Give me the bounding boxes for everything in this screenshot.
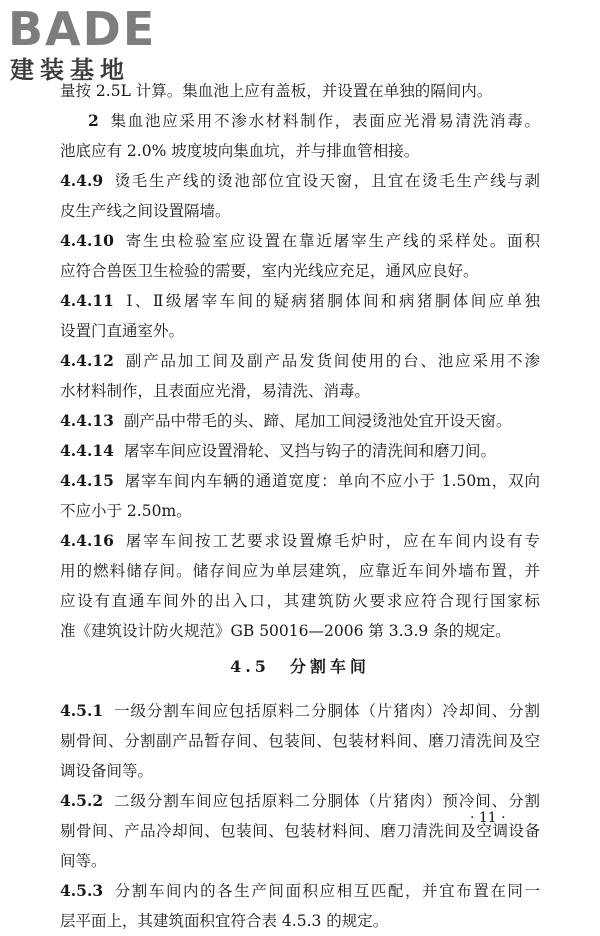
clause — [60, 166, 540, 226]
clause-number: 4.4.13 — [60, 411, 114, 430]
clause-number: 4.4.9 — [60, 171, 104, 190]
clause-number: 4.4.12 — [60, 351, 114, 370]
clause-line — [60, 346, 540, 376]
clause-line — [60, 616, 540, 646]
clause-text: 屠宰车间按工艺要求设置燎毛炉时，应在车间内设有专 — [123, 532, 540, 550]
clause-text: 寄生虫检验室应设置在靠近屠宰生产线的采样处。面积 — [123, 232, 540, 250]
clause-number: 4.4.10 — [60, 231, 114, 250]
clause-line — [60, 726, 540, 756]
clause-line — [60, 786, 540, 816]
clause-line — [60, 136, 540, 166]
clause-number: 4.4.16 — [60, 531, 114, 550]
clause-line — [60, 76, 540, 106]
clause-text: 应符合兽医卫生检验的需要，室内光线应充足，通风应良好。 — [60, 262, 479, 280]
clause-text: 剔骨间、产品冷却间、包装间、包装材料间、磨刀清洗间及空调设备 — [60, 822, 540, 840]
clause-number: 4.4.11 — [60, 291, 114, 310]
clause — [60, 786, 540, 876]
clause-line — [60, 696, 540, 726]
document-body — [60, 76, 540, 936]
clause-line — [60, 756, 540, 786]
clause-line — [60, 526, 540, 556]
clause-line — [60, 556, 540, 586]
clause — [60, 406, 540, 436]
logo-chinese-name: 建装基地 — [10, 56, 130, 84]
clause-line — [60, 846, 540, 876]
clause-text: 分割车间内的各生产间面积应相互匹配，并宜布置在同一 — [113, 882, 540, 900]
clause — [60, 696, 540, 786]
section-title: 4.5 分割车间 — [230, 657, 370, 676]
clause-text: 剔骨间、分割副产品暂存间、包装间、包装材料间、磨刀清洗间及空 — [60, 732, 540, 750]
clause-text: 间等。 — [60, 852, 107, 870]
clause-number: 2 — [88, 111, 99, 130]
clause-line — [60, 106, 540, 136]
clause-text: 不应小于 2.50m。 — [60, 502, 192, 520]
clause-text: 设置门直通室外。 — [60, 322, 185, 340]
clause-text: 副产品加工间及副产品发货间使用的台、池应采用不渗 — [123, 352, 540, 370]
clause — [60, 876, 540, 936]
clause-text: 集血池应采用不渗水材料制作，表面应光滑易清洗消毒。 — [108, 112, 540, 130]
clause-number: 4.4.15 — [60, 471, 114, 490]
clause-text: 用的燃料储存间。储存间应为单层建筑，应靠近车间外墙布置，并 — [60, 562, 540, 580]
clause — [60, 466, 540, 526]
clause-line — [60, 586, 540, 616]
clause-line — [60, 226, 540, 256]
clause — [60, 436, 540, 466]
clause — [60, 526, 540, 646]
clauses-section-4-4 — [60, 76, 540, 646]
clause-line — [60, 496, 540, 526]
clause-line — [60, 166, 540, 196]
logo-wordmark: BADE — [8, 2, 157, 56]
clause-text: 二级分割车间应包括原料二分胴体（片猪肉）预冷间、分割 — [113, 792, 540, 810]
clause-text: 副产品中带毛的头、蹄、尾加工间浸烫池处宜开设天窗。 — [123, 412, 512, 430]
clause-line — [60, 316, 540, 346]
clause-number: 4.5.2 — [60, 791, 104, 810]
clause — [60, 226, 540, 286]
clause-text: 一级分割车间应包括原料二分胴体（片猪肉）冷却间、分割 — [113, 702, 540, 720]
logo — [8, 4, 178, 84]
clause-number: 4.5.1 — [60, 701, 104, 720]
clause-line — [60, 256, 540, 286]
clause-text: 烫毛生产线的烫池部位宜设天窗，且宜在烫毛生产线与剥 — [113, 172, 540, 190]
clause-line — [60, 876, 540, 906]
clause-line — [60, 906, 540, 936]
clause-text: 皮生产线之间设置隔墙。 — [60, 202, 231, 220]
clause-line — [60, 286, 540, 316]
clause-line — [60, 816, 540, 846]
clause-text: 池底应有 2.0% 坡度坡向集血坑，并与排血管相接。 — [60, 142, 420, 160]
clause-text: 层平面上，其建筑面积宜符合表 4.5.3 的规定。 — [60, 912, 389, 930]
clause-number: 4.5.3 — [60, 881, 104, 900]
clause-line — [60, 466, 540, 496]
clause-number: 4.4.14 — [60, 441, 114, 460]
clause-line — [60, 196, 540, 226]
clause-line — [60, 436, 540, 466]
clause-text: 准《建筑设计防火规范》GB 50016—2006 第 3.3.9 条的规定。 — [60, 622, 511, 640]
clause — [60, 346, 540, 406]
clause-text: 调设备间等。 — [60, 762, 154, 780]
clause-text: Ⅰ、Ⅱ级屠宰车间的疑病猪胴体间和病猪胴体间应单独 — [123, 292, 540, 310]
clause-text: 屠宰车间内车辆的通道宽度：单向不应小于 1.50m，双向 — [123, 472, 540, 490]
page-number: · 11 · — [470, 810, 506, 826]
clause — [60, 286, 540, 346]
clause-line — [60, 406, 540, 436]
clause-line — [60, 376, 540, 406]
clause-text: 应设有直通车间外的出入口，其建筑防火要求应符合现行国家标 — [60, 592, 540, 610]
clause — [60, 76, 540, 106]
clause-text: 水材料制作，且表面应光滑，易清洗、消毒。 — [60, 382, 371, 400]
clause — [60, 106, 540, 166]
clause-text: 屠宰车间应设置滑轮、叉挡与钩子的清洗间和磨刀间。 — [123, 442, 496, 460]
clause-text: 量按 2.5L 计算。集血池上应有盖板，并设置在单独的隔间内。 — [60, 82, 493, 100]
clauses-section-4-5 — [60, 696, 540, 936]
